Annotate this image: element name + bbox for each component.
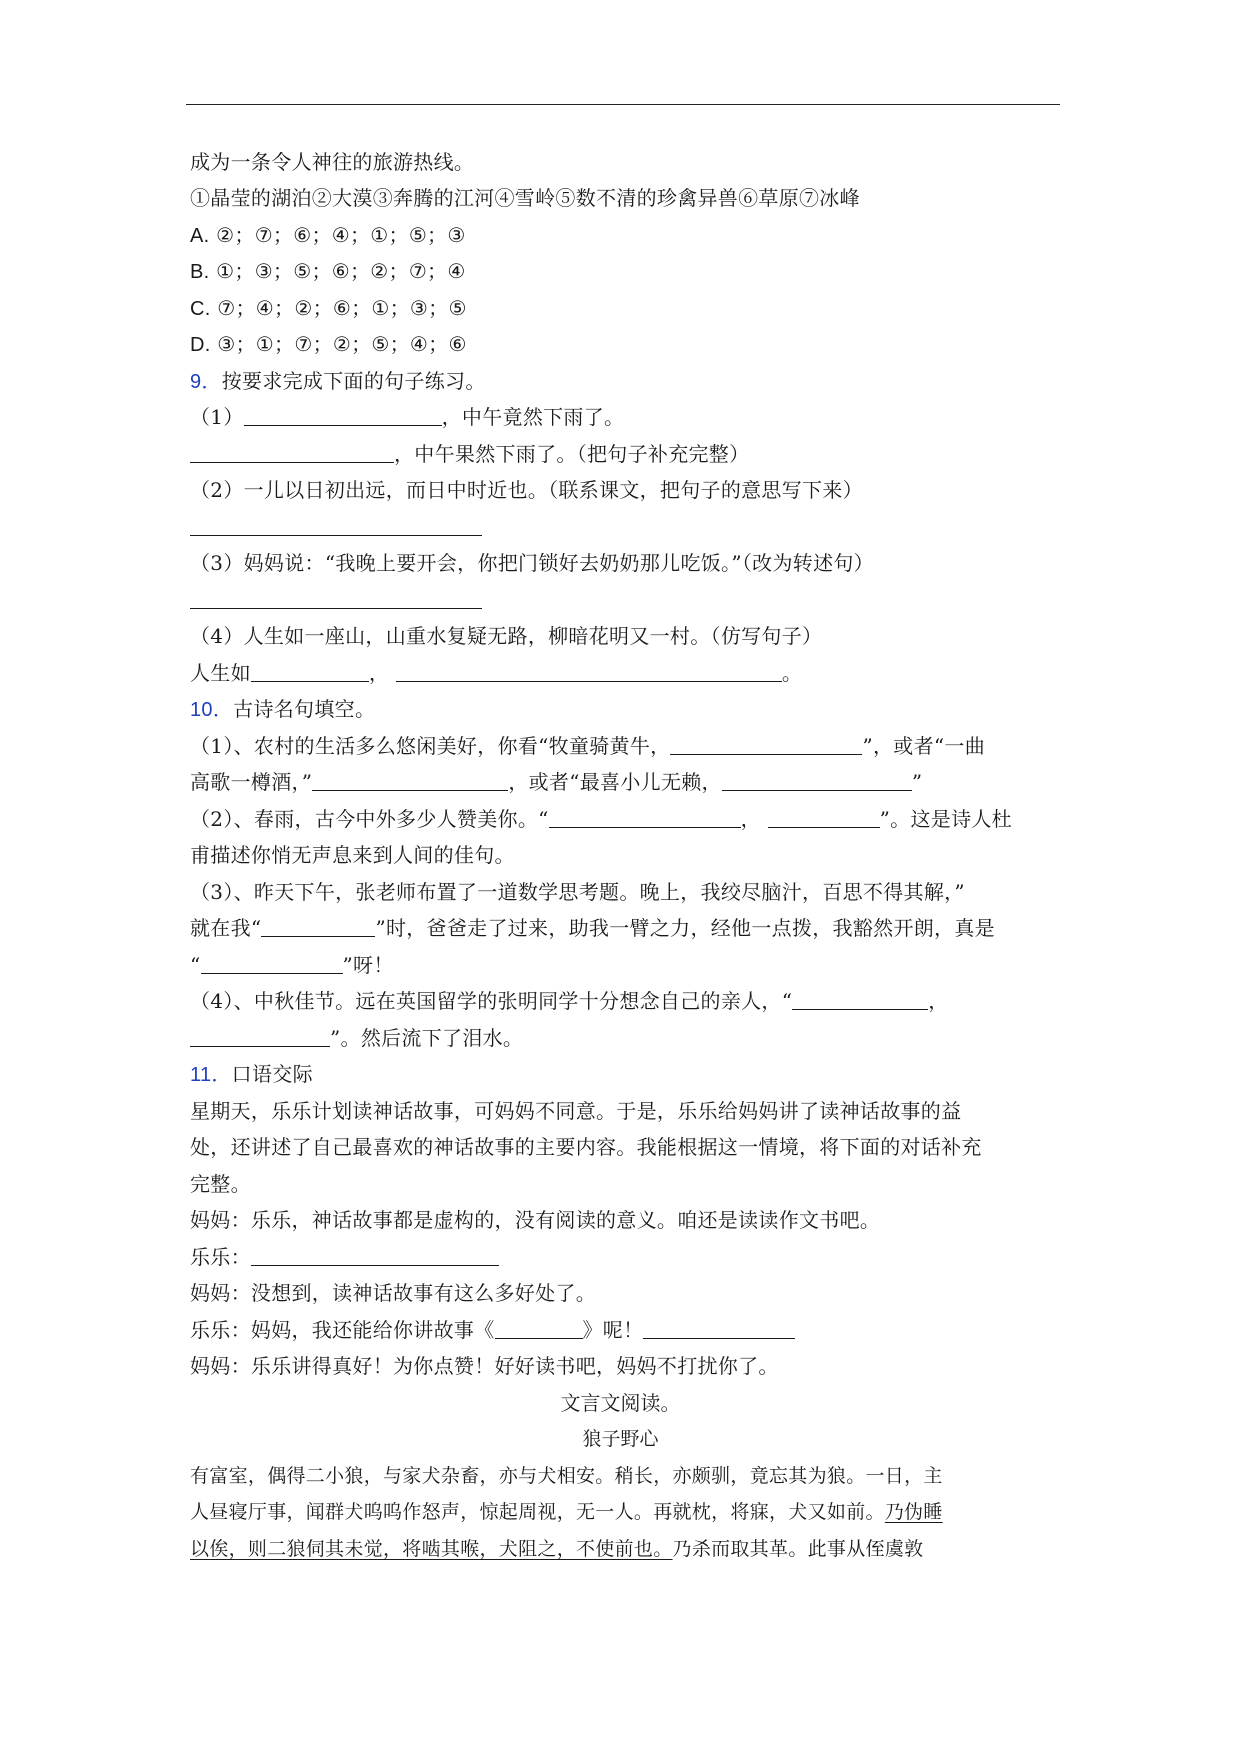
answer-blank[interactable] [251,1245,499,1266]
underlined-text: 以俟，则二狼伺其未觉，将啮其喉，犬阻之，不使前也。 [190,1538,673,1560]
question-number: 11． [190,1064,232,1086]
answer-blank[interactable] [396,661,782,682]
label: ， [928,989,949,1013]
text-line [190,987,949,1015]
option-a [190,221,466,250]
label: （4）、中秋佳节。远在英国留学的张明同学十分想念自己的亲人，“ [190,989,793,1013]
answer-blank[interactable] [190,1026,330,1047]
option-text: ③；①；⑦；②；⑤；④；⑥ [217,332,467,356]
option-c [190,294,467,323]
section-title: 文言文阅读。 [560,1391,681,1415]
label: 就在我“ [190,916,262,940]
text-line: 妈妈：乐乐，神话故事都是虚构的，没有阅读的意义。咱还是读读作文书吧。 [190,1208,881,1232]
option-label: C. [190,298,211,320]
text-line [190,732,985,760]
label: 高歌一樽酒，” [190,770,313,794]
text-line: 妈妈：乐乐讲得真好！为你点赞！好好读书吧，妈妈不打扰你了。 [190,1354,779,1378]
answer-line [190,513,482,541]
answer-blank[interactable] [768,807,880,828]
text-line [190,403,624,431]
text-line: 妈妈：没想到，读神话故事有这么多好处了。 [190,1281,596,1305]
underlined-text: 乃伪睡 [884,1501,943,1523]
answer-blank[interactable] [261,916,375,937]
option-text: ②；⑦；⑥；④；①；⑤；③ [216,223,466,247]
label: ”呀！ [342,953,394,977]
text-line [190,659,802,687]
text-line: （4）人生如一座山，山重水复疑无路，柳暗花明又一村。（仿写句子） [190,624,823,648]
answer-blank[interactable] [549,807,741,828]
label: （2）、春雨，古今中外多少人赞美你。“ [190,807,549,831]
label: ，中午果然下雨了。（把句子补充完整） [394,442,750,466]
label: “ [190,953,201,977]
label: ”时，爸爸走了过来，助我一臂之力，经他一点拨，我豁然开朗，真是 [375,916,995,940]
text-line [190,1498,943,1526]
text-line [190,951,394,979]
question-10 [190,695,375,724]
answer-blank[interactable] [190,442,394,463]
label: （1）、农村的生活多么悠闲美好，你看“牧童骑黄牛， [190,734,671,758]
answer-blank[interactable] [495,1318,583,1339]
text-line: 星期天，乐乐计划读神话故事，可妈妈不同意。于是，乐乐给妈妈讲了读神话故事的益 [190,1099,962,1123]
label: ”。这是诗人杜 [879,807,1012,831]
text-line: 甫描述你悄无声息来到人间的佳句。 [190,843,515,867]
answer-blank[interactable] [792,989,928,1010]
answer-blank[interactable] [244,405,442,426]
label: ，中午竟然下雨了。 [441,405,625,429]
text-line: 完整。 [190,1172,251,1196]
text-line: （3）妈妈说：“我晚上要开会，你把门锁好去奶奶那儿吃饭。”（改为转述句） [190,551,874,575]
answer-blank[interactable] [722,770,912,791]
question-9 [190,367,486,396]
question-text: 按要求完成下面的句子练习。 [221,369,486,393]
text-line [190,1535,923,1563]
answer-blank[interactable] [190,588,482,609]
text-line [190,768,922,796]
answer-line [190,586,482,614]
text-line: 处，还讲述了自己最喜欢的神话故事的主要内容。我能根据这一情境，将下面的对话补充 [190,1135,982,1159]
answer-blank[interactable] [251,661,369,682]
option-text: ⑦；④；②；⑥；①；③；⑤ [217,296,467,320]
text-line: 成为一条令人神往的旅游热线。 [190,150,475,174]
question-text: 口语交际 [231,1062,313,1086]
label: 人生如 [190,661,251,685]
text-line [190,440,749,468]
answer-blank[interactable] [190,515,482,536]
label: 乐乐： [190,1245,251,1269]
text-line: （2）一儿以日初出远，而日中时近也。（联系课文，把句子的意思写下来） [190,478,863,502]
option-text: ①；③；⑤；⑥；②；⑦；④ [216,259,466,283]
text-line: ①晶莹的湖泊②大漠③奔腾的江河④雪岭⑤数不清的珍禽异兽⑥草原⑦冰峰 [190,186,860,210]
text-line [190,805,1012,833]
answer-blank[interactable] [670,734,862,755]
label: ， [740,807,761,831]
question-11 [190,1060,313,1089]
option-label: B. [190,261,210,283]
text-line [190,1243,499,1271]
text-line [190,1316,795,1344]
text-line: （3）、昨天下午，张老师布置了一道数学思考题。晚上，我绞尽脑汁，百思不得其解，” [190,880,965,904]
option-label: A. [190,225,210,247]
option-d [190,330,467,359]
question-text: 古诗名句填空。 [233,697,376,721]
label: ” [911,770,923,794]
text-line [190,1024,523,1052]
question-number: 10． [190,699,234,721]
option-b [190,257,466,286]
label: 。 [781,661,803,685]
text-line: 有富室，偶得二小狼，与家犬杂畜，亦与犬相安。稍长，亦颇驯，竟忘其为狼。一日，主 [190,1465,943,1487]
label: ， [368,661,390,685]
label: 》呢！ [582,1318,644,1342]
label: 人昼寝厅事，闻群犬呜呜作怒声，惊起周视，无一人。再就枕，将寐，犬又如前。 [190,1501,885,1523]
label: 乃杀而取其革。此事从侄虞敦 [672,1538,924,1560]
option-label: D. [190,334,211,356]
story-title: 狼子野心 [582,1428,659,1450]
label: ”。然后流下了泪水。 [330,1026,524,1050]
answer-blank[interactable] [643,1318,795,1339]
label: （1） [190,405,244,429]
header-rule [186,104,1060,105]
text-line [190,914,995,942]
answer-blank[interactable] [312,770,508,791]
label: 乐乐：妈妈，我还能给你讲故事《 [190,1318,495,1342]
answer-blank[interactable] [201,953,343,974]
label: ”，或者“一曲 [862,734,986,758]
label: ，或者“最喜小儿无赖， [508,770,722,794]
question-number: 9． [190,371,222,393]
